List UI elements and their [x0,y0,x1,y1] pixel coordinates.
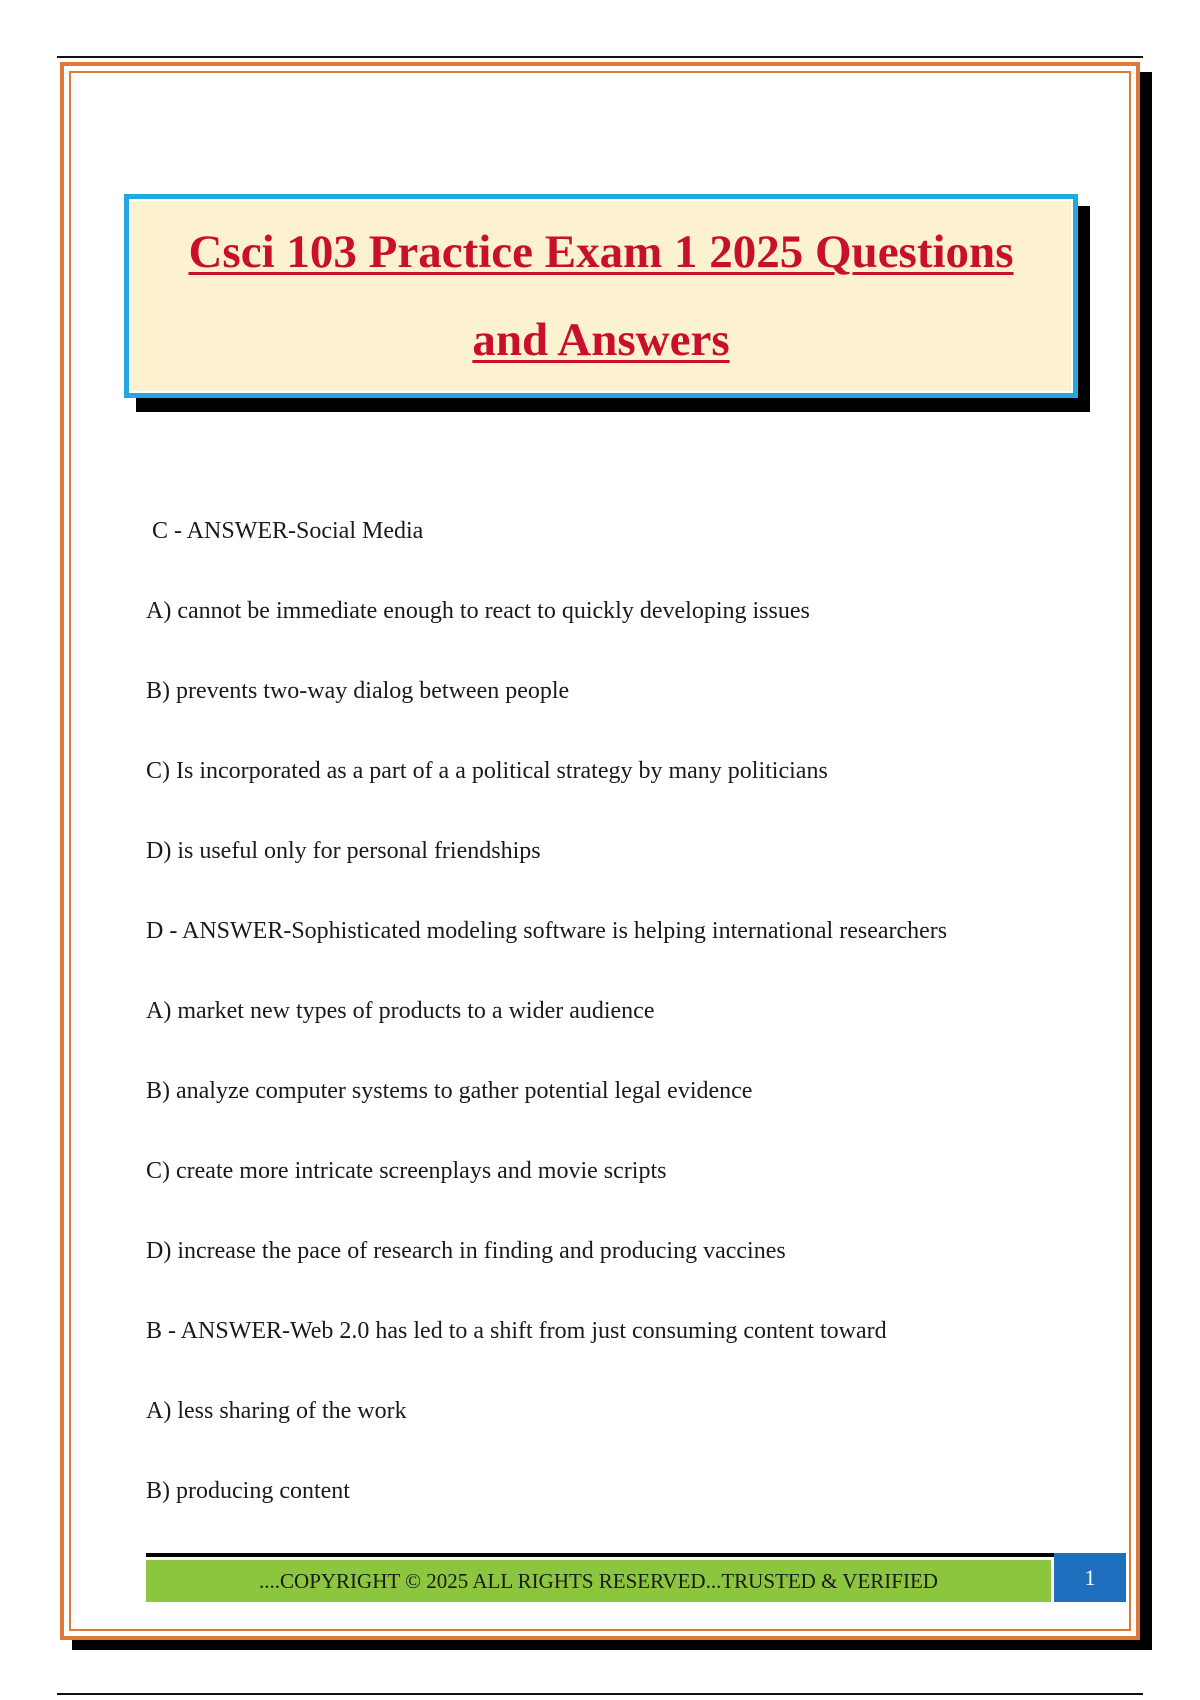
option-line: D) increase the pace of research in finding and producing vaccines [146,1238,786,1264]
answer-line: D - ANSWER-Sophisticated modeling software is helping international researchers [146,918,948,944]
top-rule [57,56,1143,58]
option-line: D) is useful only for personal friendships [146,838,541,864]
option-line: B) prevents two-way dialog between people [146,678,570,704]
title-box-inner [129,199,1073,393]
answer-line: C - ANSWER-Social Media [152,518,424,544]
page-number-box [1054,1553,1126,1602]
bottom-rule [57,1693,1143,1695]
option-line: A) less sharing of the work [146,1398,407,1424]
option-line: B) analyze computer systems to gather potential legal evidence [146,1078,753,1104]
page-number: 1 [1084,1564,1096,1590]
question-list [146,491,1086,1531]
copyright-footer [146,1560,1051,1602]
copyright-text: ....COPYRIGHT © 2025 ALL RIGHTS RESERVED...TRUSTED & VERIFIED [259,1568,938,1593]
option-line: A) market new types of products to a wider audience [146,998,655,1024]
footer-rule [146,1553,1054,1557]
answer-line: B - ANSWER-Web 2.0 has led to a shift from just consuming content toward [146,1318,887,1344]
option-line: B) producing content [146,1478,350,1504]
document-title: Csci 103 Practice Exam 1 2025 Questions and Answers [188,226,1014,366]
option-line: A) cannot be immediate enough to react to quickly developing issues [146,598,810,624]
option-line: C) Is incorporated as a part of a a political strategy by many politicians [146,758,828,784]
option-line: C) create more intricate screenplays and movie scripts [146,1158,667,1184]
title-box [124,194,1078,398]
